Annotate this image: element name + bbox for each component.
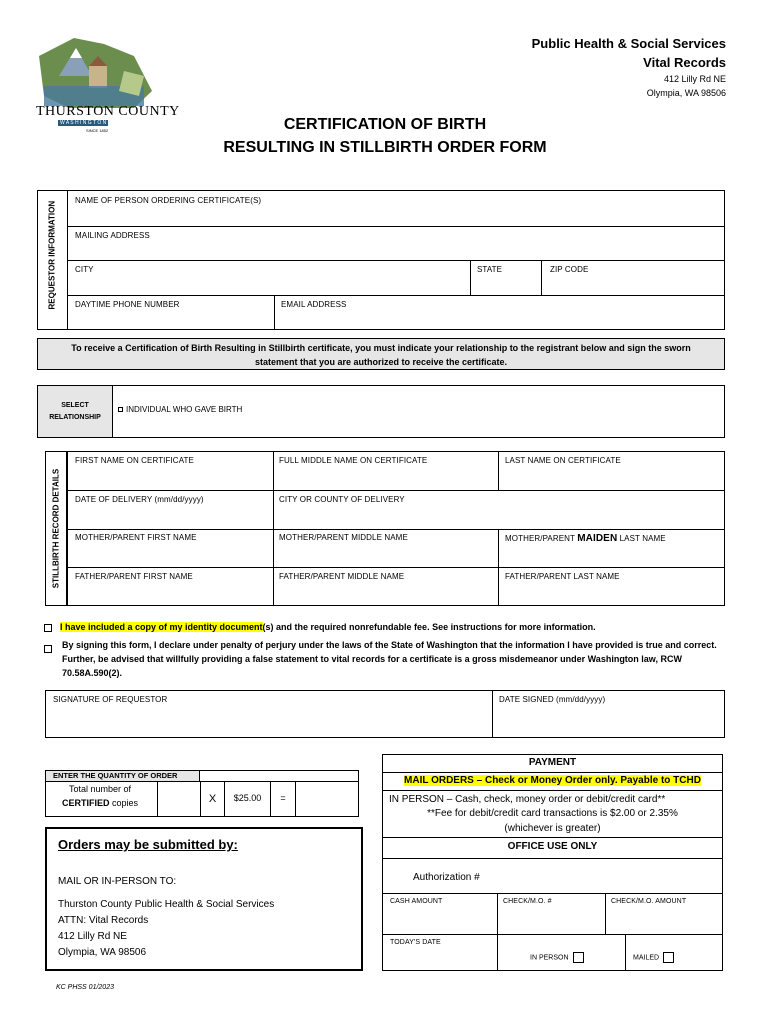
- inperson-checkbox[interactable]: [573, 952, 584, 963]
- father-first-label: FATHER/PARENT FIRST NAME: [75, 572, 193, 581]
- relationship-option-label: INDIVIDUAL WHO GAVE BIRTH: [126, 405, 243, 414]
- mother-middle-label: MOTHER/PARENT MIDDLE NAME: [279, 533, 408, 542]
- inperson-text: IN PERSON – Cash, check, money order or debit/credit card**: [389, 794, 666, 805]
- inperson-option[interactable]: [530, 952, 584, 963]
- state-label: STATE: [477, 265, 503, 274]
- relationship-option[interactable]: [118, 405, 242, 414]
- mother-first-label: MOTHER/PARENT FIRST NAME: [75, 533, 197, 542]
- mailed-cb-label: MAILED: [633, 954, 660, 962]
- copies-word: copies: [109, 798, 139, 808]
- form-title-2: RESULTING IN STILLBIRTH ORDER FORM: [223, 139, 547, 156]
- maiden-emphasis: MAIDEN: [577, 533, 618, 544]
- father-last-label: FATHER/PARENT LAST NAME: [505, 572, 620, 581]
- logo-since: SINCE 1852: [86, 128, 109, 133]
- signature-label: SIGNATURE OF REQUESTOR: [53, 695, 168, 704]
- submit-addr-4: Olympia, WA 98506: [58, 947, 147, 958]
- fee-line-2: (whichever is greater): [504, 823, 601, 834]
- mailing-field[interactable]: [67, 226, 725, 261]
- logo-sub: W A S H I N G T O N: [60, 120, 107, 126]
- payment-title: PAYMENT: [528, 757, 577, 768]
- cash-amount-label: CASH AMOUNT: [390, 898, 443, 905]
- middle-name-label: FULL MIDDLE NAME ON CERTIFICATE: [279, 456, 428, 465]
- division-name: Vital Records: [643, 55, 726, 70]
- relationship-label-cell: [37, 385, 113, 438]
- perjury-checkbox[interactable]: [44, 640, 52, 658]
- date-signed-label: DATE SIGNED (mm/dd/yyyy): [499, 695, 606, 704]
- quantity-x: X: [208, 793, 217, 805]
- quantity-input[interactable]: [157, 781, 201, 817]
- check-amount-label: CHECK/M.O. AMOUNT: [611, 898, 687, 905]
- form-code: KC PHSS 01/2023: [56, 984, 114, 991]
- city-label: CITY: [75, 265, 94, 274]
- inperson-cb-label: IN PERSON: [530, 954, 569, 962]
- quantity-price: $25.00: [233, 793, 262, 803]
- delivery-city-label: CITY OR COUNTY OF DELIVERY: [279, 495, 405, 504]
- submit-title: Orders may be submitted by:: [58, 837, 238, 852]
- father-middle-label: FATHER/PARENT MIDDLE NAME: [279, 572, 405, 581]
- perjury-checkbox-box[interactable]: [44, 645, 52, 653]
- mailing-label: MAILING ADDRESS: [75, 231, 150, 240]
- submit-addr-3: 412 Lilly Rd NE: [58, 931, 127, 942]
- today-date-label: TODAY'S DATE: [390, 939, 441, 946]
- submit-addr-2: ATTN: Vital Records: [58, 915, 149, 926]
- relationship-label-1: SELECT: [61, 402, 89, 409]
- submit-mail-head: MAIL OR IN-PERSON TO:: [58, 876, 177, 887]
- quantity-line-1: Total number of: [68, 784, 132, 794]
- mother-last-label: [505, 533, 666, 544]
- quantity-line-2: [45, 798, 155, 808]
- check-number-label: CHECK/M.O. #: [503, 898, 552, 905]
- mail-orders-text: [382, 775, 723, 786]
- zip-label: ZIP CODE: [550, 265, 589, 274]
- mother-last-prefix: MOTHER/PARENT: [505, 534, 578, 543]
- mailed-checkbox[interactable]: [663, 952, 674, 963]
- id-highlight-text: I have included a copy of my identity document: [60, 622, 263, 632]
- auth-label: Authorization #: [413, 872, 480, 883]
- form-title-1: CERTIFICATION OF BIRTH: [283, 116, 487, 133]
- perjury-text: By signing this form, I declare under penalty of perjury under the laws of the State of Washington that the information I have provided is true and correct. Further, be advised that willfully providing a false statement to vital records for a certificate is a gross misdemeanor under Washington law, RCW 70.58A.590(2).: [62, 640, 717, 678]
- mother-last-suffix: LAST NAME: [617, 534, 666, 543]
- first-name-label: FIRST NAME ON CERTIFICATE: [75, 456, 194, 465]
- quantity-eq: =: [280, 793, 286, 803]
- fee-line-1: **Fee for debit/credit card transactions is $2.00 or 2.35%: [427, 808, 678, 819]
- id-checkbox-row: [44, 622, 734, 632]
- logo-name: THURSTON COUNTY: [36, 104, 180, 119]
- notice-text: To receive a Certification of Birth Resulting in Stillbirth certificate, you must indicate your relationship to the registrant below and sign the sworn statement that you are authorized to receive the certificate.: [71, 343, 691, 367]
- mailed-option[interactable]: [633, 952, 674, 963]
- header-address-2: Olympia, WA 98506: [646, 88, 726, 98]
- quantity-header: ENTER THE QUANTITY OF ORDER: [53, 771, 178, 780]
- certified-word: CERTIFIED: [61, 798, 110, 808]
- agency-name: Public Health & Social Services: [531, 36, 726, 51]
- city-field[interactable]: [67, 260, 471, 296]
- requestor-side-label: REQUESTOR INFORMATION: [47, 200, 57, 310]
- last-name-label: LAST NAME ON CERTIFICATE: [505, 456, 621, 465]
- dod-label: DATE OF DELIVERY (mm/dd/yyyy): [75, 495, 204, 504]
- record-side-label: STILLBIRTH RECORD DETAILS: [51, 468, 61, 589]
- office-use-text: OFFICE USE ONLY: [507, 841, 598, 852]
- header-address-1: 412 Lilly Rd NE: [663, 74, 726, 84]
- phone-label: DAYTIME PHONE NUMBER: [75, 300, 180, 309]
- relationship-label-2: RELATIONSHIP: [49, 414, 101, 421]
- name-label: NAME OF PERSON ORDERING CERTIFICATE(S): [75, 196, 262, 205]
- mail-orders-highlight: MAIL ORDERS – Check or Money Order only. Payable to TCHD: [404, 775, 701, 786]
- quantity-total[interactable]: [295, 781, 359, 817]
- id-rest-text: (s) and the required nonrefundable fee. See instructions for more information.: [262, 622, 596, 632]
- id-checkbox[interactable]: [44, 624, 52, 632]
- email-label: EMAIL ADDRESS: [281, 300, 347, 309]
- submit-addr-1: Thurston County Public Health & Social Services: [58, 899, 275, 910]
- relationship-checkbox[interactable]: [118, 407, 123, 412]
